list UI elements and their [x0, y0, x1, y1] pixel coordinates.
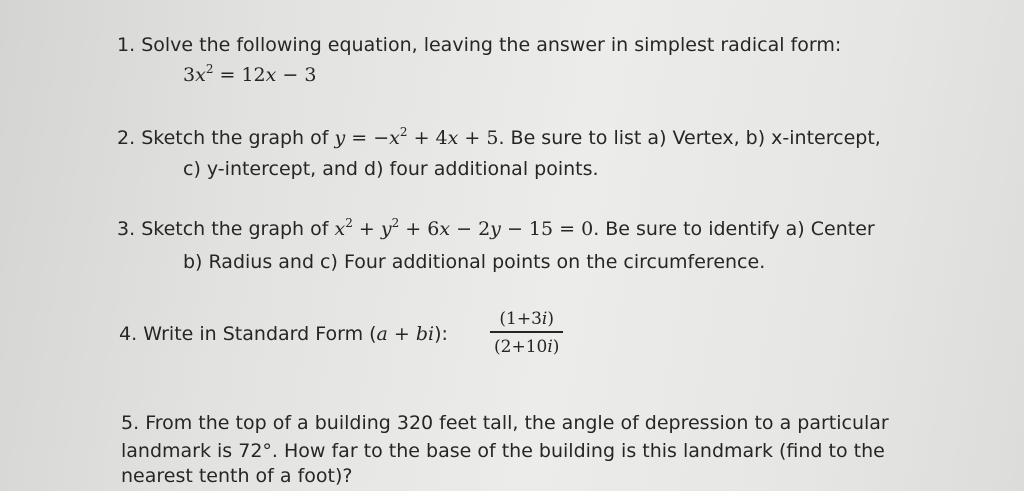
- question-3-number: 3.: [117, 218, 136, 240]
- question-4: 4. Write in Standard Form (a + bi):: [119, 323, 448, 345]
- question-1-text: Solve the following equation, leaving the answer in simplest radical form:: [141, 34, 842, 56]
- question-2-number: 2.: [117, 127, 136, 149]
- question-5: 5. From the top of a building 320 feet tall, the angle of depression to a particular: [121, 412, 889, 434]
- question-1-number: 1.: [117, 34, 136, 56]
- question-1-equation: $3x^2 = 12x - 3$: [183, 62, 317, 86]
- question-4-number: 4.: [119, 323, 138, 345]
- question-4-fraction: [490, 309, 563, 357]
- question-3-equation: $x^2 + y^2 + 6x - 2y - 15 = 0$: [334, 216, 594, 240]
- question-2-line-2: c) y-intercept, and d) four additional points.: [183, 158, 599, 180]
- question-3-line-2: b) Radius and c) Four additional points on the circumference.: [183, 251, 766, 273]
- question-3: 3. Sketch the graph of $x^2 + y^2 + 6x - 2y - 15 = 0$. Be sure to identify a) Center: [117, 216, 875, 240]
- question-5-number: 5.: [121, 412, 140, 434]
- question-4-form: a + bi: [376, 323, 435, 345]
- question-5-line-2: landmark is 72°. How far to the base of the building is this landmark (find to the: [121, 440, 885, 462]
- question-5-line-3: nearest tenth of a foot)?: [121, 465, 353, 487]
- question-1: [117, 32, 841, 58]
- question-2-equation: $y = -x^2 + 4x + 5$: [334, 125, 499, 149]
- fraction-numerator: (1+3i): [499, 309, 554, 329]
- question-2: 2. Sketch the graph of $y = -x^2 + 4x + 5$. Be sure to list a) Vertex, b) x-intercept,: [117, 125, 881, 149]
- fraction-denominator: (2+10i): [494, 336, 560, 357]
